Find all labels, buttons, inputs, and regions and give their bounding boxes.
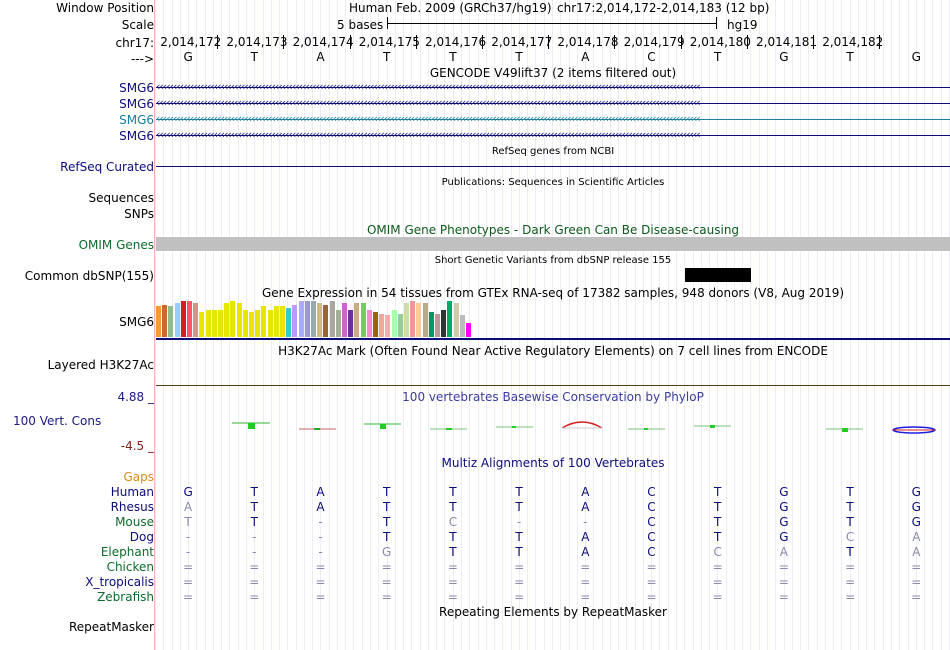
alignment-base: T — [383, 500, 391, 514]
alignment-base: A — [779, 545, 788, 559]
alignment-base: T — [515, 485, 523, 499]
alignment-base: C — [845, 530, 855, 544]
alignment-base: - — [185, 545, 191, 559]
alignment-base: G — [779, 485, 789, 499]
alignment-base: = — [183, 590, 194, 604]
alignment-base: = — [845, 560, 856, 574]
gencode-transcript-label[interactable]: SMG6 — [119, 97, 154, 111]
alignment-base: T — [515, 530, 523, 544]
alignment-base: = — [381, 575, 392, 589]
alignment-base: = — [514, 575, 525, 589]
alignment-base: G — [911, 485, 921, 499]
gtex-tissue-bar[interactable] — [342, 303, 347, 337]
alignment-base: - — [318, 515, 323, 529]
alignment-base: = — [911, 575, 922, 589]
alignment-base: C — [647, 500, 656, 514]
h3k27ac-track-label[interactable]: Layered H3K27Ac — [47, 358, 154, 372]
gtex-tissue-bar[interactable] — [330, 301, 335, 337]
base-letter: T — [449, 50, 457, 64]
ruler-coordinate: 2,014,182 — [822, 35, 884, 49]
alignment-base: = — [381, 560, 392, 574]
alignment-base: T — [846, 500, 854, 514]
alignment-base: = — [381, 590, 392, 604]
gencode-transcript-label[interactable]: SMG6 — [119, 81, 154, 95]
alignment-base: A — [316, 500, 325, 514]
alignment-base: T — [714, 530, 722, 544]
alignment-base: G — [911, 500, 921, 514]
alignment-base: A — [316, 485, 325, 499]
gtex-track-title[interactable]: Gene Expression in 54 tissues from GTEx RNA-seq of 17382 samples, 948 donors (V8, Aug 2019) — [261, 286, 845, 300]
gtex-tissue-bar[interactable] — [336, 310, 341, 337]
gtex-tissue-bar[interactable] — [354, 303, 359, 337]
gtex-tissue-bar[interactable] — [224, 303, 229, 337]
base-letter: G — [779, 50, 789, 64]
gtex-tissue-bar[interactable] — [299, 301, 304, 337]
ruler-coordinate: 2,014,173 — [226, 35, 288, 49]
alignment-base: A — [581, 500, 590, 514]
multiz-species-label[interactable]: X_tropicalis — [85, 575, 154, 589]
alignment-base: T — [714, 500, 722, 514]
gtex-tissue-bar[interactable] — [230, 301, 235, 337]
snps-label[interactable]: SNPs — [124, 207, 154, 221]
alignment-base: = — [712, 560, 723, 574]
alignment-base: = — [447, 560, 458, 574]
base-letter: C — [647, 50, 656, 64]
alignment-base: = — [778, 590, 789, 604]
gtex-tissue-bar[interactable] — [441, 310, 446, 337]
multiz-species-label[interactable]: Dog — [129, 530, 154, 544]
alignment-base: = — [712, 590, 723, 604]
gtex-tissue-bar[interactable] — [392, 310, 397, 337]
gtex-tissue-bar[interactable] — [367, 310, 372, 337]
gtex-tissue-bar[interactable] — [206, 310, 211, 337]
base-letter: T — [250, 50, 258, 64]
gtex-tissue-bar[interactable] — [292, 305, 297, 337]
gtex-tissue-bar[interactable] — [429, 312, 434, 337]
alignment-base: = — [778, 575, 789, 589]
alignment-base: T — [383, 530, 391, 544]
multiz-species-label[interactable]: Zebrafish — [97, 590, 154, 604]
h3k27ac-baseline — [156, 385, 950, 386]
omim-gene-bar[interactable] — [156, 237, 950, 251]
alignment-base: T — [449, 530, 457, 544]
gtex-tissue-bar[interactable] — [398, 314, 403, 337]
alignment-base: T — [714, 515, 722, 529]
base-letter: G — [911, 50, 921, 64]
base-letter: T — [714, 50, 722, 64]
gencode-transcript-line[interactable]: ‹‹‹‹‹‹‹‹‹‹‹‹‹‹‹‹‹‹‹‹‹‹‹‹‹‹‹‹‹‹‹‹‹‹‹‹‹‹‹‹‹‹‹‹‹‹‹‹‹‹‹‹‹‹‹‹‹‹‹‹‹‹‹‹‹‹‹‹‹‹‹‹‹‹‹‹‹‹‹‹‹‹‹‹‹‹‹‹‹‹‹‹‹‹‹‹‹‹‹‹‹‹‹‹‹‹‹‹‹‹‹‹‹‹‹‹‹‹‹‹‹‹‹‹‹‹‹‹‹‹‹‹‹‹‹‹‹‹‹‹‹‹‹‹‹‹‹‹‹‹‹‹‹‹‹‹‹‹‹‹ — [156, 113, 950, 127]
alignment-base: = — [514, 560, 525, 574]
h3k27ac-track-title[interactable]: H3K27Ac Mark (Often Found Near Active Regulatory Elements) on 7 cell lines from ENCODE — [278, 344, 828, 358]
alignment-base: = — [514, 590, 525, 604]
alignment-base: C — [647, 530, 656, 544]
phylop-marks — [232, 422, 935, 433]
chrom-label: chr17: — [115, 36, 154, 50]
gtex-tissue-bar[interactable] — [361, 303, 366, 337]
phylop-signal[interactable] — [156, 414, 950, 438]
ruler-coordinate: 2,014,172 — [160, 35, 222, 49]
gtex-tissue-bar[interactable] — [280, 306, 285, 337]
alignment-base: = — [845, 575, 856, 589]
gtex-tissue-bar[interactable] — [466, 323, 471, 337]
gtex-track-label[interactable]: SMG6 — [119, 315, 154, 329]
alignment-base: T — [383, 515, 391, 529]
alignment-base: A — [912, 530, 921, 544]
alignment-base: C — [647, 545, 656, 559]
gtex-tissue-bar[interactable] — [199, 312, 204, 337]
gtex-tissue-bar[interactable] — [237, 303, 242, 337]
gtex-tissue-bar[interactable] — [435, 314, 440, 337]
alignment-base: T — [449, 485, 457, 499]
base-letter: T — [846, 50, 854, 64]
alignment-base: C — [647, 485, 656, 499]
alignment-base: = — [580, 575, 591, 589]
alignment-base: = — [315, 590, 326, 604]
alignment-base: = — [911, 560, 922, 574]
multiz-species-label[interactable]: Chicken — [106, 560, 154, 574]
multiz-gaps-label[interactable]: Gaps — [123, 470, 154, 484]
alignment-base: C — [448, 515, 458, 529]
gtex-tissue-bar[interactable] — [268, 310, 273, 337]
alignment-base: G — [382, 545, 392, 559]
alignment-base: = — [249, 575, 260, 589]
multiz-species-label[interactable]: Mouse — [115, 515, 154, 529]
gencode-transcript-line[interactable]: ‹‹‹‹‹‹‹‹‹‹‹‹‹‹‹‹‹‹‹‹‹‹‹‹‹‹‹‹‹‹‹‹‹‹‹‹‹‹‹‹‹‹‹‹‹‹‹‹‹‹‹‹‹‹‹‹‹‹‹‹‹‹‹‹‹‹‹‹‹‹‹‹‹‹‹‹‹‹‹‹‹‹‹‹‹‹‹‹‹‹‹‹‹‹‹‹‹‹‹‹‹‹‹‹‹‹‹‹‹‹‹‹‹‹‹‹‹‹‹‹‹‹‹‹‹‹‹‹‹‹‹‹‹‹‹‹‹‹‹‹‹‹‹‹‹‹‹‹‹‹‹‹‹‹‹‹‹‹‹‹ — [156, 129, 950, 143]
alignment-base: = — [580, 590, 591, 604]
gtex-tissue-bar[interactable] — [274, 306, 279, 337]
ruler-coordinate: 2,014,176 — [425, 35, 487, 49]
gtex-tissue-bar[interactable] — [162, 305, 167, 337]
alignment-base: = — [183, 575, 194, 589]
gtex-tissue-bar[interactable] — [410, 301, 415, 337]
alignment-base: C — [647, 515, 656, 529]
gtex-tissue-bar[interactable] — [156, 306, 161, 337]
alignment-base: T — [515, 545, 523, 559]
repeatmasker-track-title[interactable]: Repeating Elements by RepeatMasker — [439, 605, 667, 619]
window-position-label: Window Position — [56, 1, 154, 15]
alignment-base: G — [911, 515, 921, 529]
ruler-coordinate: 2,014,181 — [756, 35, 818, 49]
multiz-species-label[interactable]: Human — [110, 485, 154, 499]
alignment-base: = — [845, 590, 856, 604]
ruler-coordinate: 2,014,174 — [292, 35, 354, 49]
alignment-base: T — [449, 500, 457, 514]
alignment-base: = — [911, 590, 922, 604]
alignment-base: = — [712, 575, 723, 589]
strand-label[interactable]: ---> — [130, 52, 154, 66]
phylop-track-title[interactable]: 100 vertebrates Basewise Conservation by PhyloP — [402, 390, 704, 404]
alignment-base: - — [252, 545, 257, 559]
gtex-tissue-bar[interactable] — [447, 301, 452, 337]
base-letter: T — [515, 50, 523, 64]
gtex-tissue-bar[interactable] — [348, 310, 353, 337]
alignment-base: T — [250, 500, 258, 514]
alignment-base: - — [583, 515, 588, 529]
ruler-coordinate: 2,014,180 — [689, 35, 751, 49]
base-letter: T — [383, 50, 391, 64]
dbsnp-track-title[interactable]: Short Genetic Variants from dbSNP release 155 — [434, 255, 672, 266]
phylop-min-label: -4.5 _ — [120, 439, 154, 453]
gtex-tissue-bar[interactable] — [373, 312, 378, 337]
scale-db: hg19 — [727, 18, 758, 32]
gtex-tissue-bar[interactable] — [385, 315, 390, 337]
gtex-tissue-bar[interactable] — [193, 303, 198, 337]
alignment-base: = — [778, 560, 789, 574]
gencode-transcript-line[interactable]: ‹‹‹‹‹‹‹‹‹‹‹‹‹‹‹‹‹‹‹‹‹‹‹‹‹‹‹‹‹‹‹‹‹‹‹‹‹‹‹‹‹‹‹‹‹‹‹‹‹‹‹‹‹‹‹‹‹‹‹‹‹‹‹‹‹‹‹‹‹‹‹‹‹‹‹‹‹‹‹‹‹‹‹‹‹‹‹‹‹‹‹‹‹‹‹‹‹‹‹‹‹‹‹‹‹‹‹‹‹‹‹‹‹‹‹‹‹‹‹‹‹‹‹‹‹‹‹‹‹‹‹‹‹‹‹‹‹‹‹‹‹‹‹‹‹‹‹‹‹‹‹‹‹‹‹‹‹‹‹‹ — [156, 97, 950, 111]
alignment-base: T — [449, 545, 457, 559]
multiz-species-label[interactable]: Elephant — [100, 545, 154, 559]
alignment-base: = — [249, 560, 260, 574]
alignment-base: T — [250, 485, 258, 499]
alignment-base: G — [183, 485, 193, 499]
publications-track-title[interactable]: Publications: Sequences in Scientific Articles — [441, 177, 665, 188]
gtex-tissue-bar[interactable] — [243, 310, 248, 337]
alignment-base: - — [185, 530, 191, 544]
alignment-base: = — [646, 560, 657, 574]
scale-text: 5 bases — [337, 18, 384, 32]
alignment-base: T — [515, 500, 523, 514]
scale-bar — [387, 17, 717, 29]
gtex-tissue-bar[interactable] — [255, 310, 260, 337]
alignment-base: = — [315, 575, 326, 589]
dbsnp-track-label[interactable]: Common dbSNP(155) — [24, 269, 154, 283]
gtex-tissue-bar[interactable] — [286, 308, 291, 337]
alignment-base: A — [183, 500, 193, 514]
alignment-base: T — [250, 515, 258, 529]
repeatmasker-track-label[interactable]: RepeatMasker — [68, 620, 154, 634]
alignment-base: - — [252, 530, 257, 544]
position-range: chr17:2,014,172-2,014,183 (12 bp) — [557, 1, 770, 15]
alignment-base: A — [581, 545, 590, 559]
dbsnp-variant-block[interactable] — [685, 268, 751, 282]
alignment-base: T — [846, 485, 854, 499]
phylop-track-label[interactable]: 100 Vert. Cons — [13, 414, 102, 428]
gtex-tissue-bar[interactable] — [404, 303, 409, 337]
omim-track-label[interactable]: OMIM Genes — [78, 238, 154, 252]
ruler-coordinate: 2,014,177 — [491, 35, 553, 49]
gencode-transcript-label[interactable]: SMG6 — [119, 129, 154, 143]
gtex-tissue-bar[interactable] — [305, 301, 310, 337]
alignment-base: T — [846, 545, 854, 559]
omim-track-title[interactable]: OMIM Gene Phenotypes - Dark Green Can Be Disease-causing — [366, 223, 740, 237]
gtex-tissue-bar[interactable] — [175, 303, 180, 337]
gtex-gene-line — [156, 338, 950, 340]
sequences-label[interactable]: Sequences — [88, 191, 154, 205]
refseq-track-label[interactable]: RefSeq Curated — [60, 160, 154, 174]
alignment-base: = — [646, 575, 657, 589]
alignment-base: = — [646, 590, 657, 604]
gtex-tissue-bar[interactable] — [261, 306, 266, 337]
gtex-tissue-bar[interactable] — [187, 301, 192, 337]
alignment-base: = — [249, 590, 260, 604]
alignment-base: - — [318, 545, 323, 559]
multiz-species-label[interactable]: Rhesus — [110, 500, 154, 514]
gtex-tissue-bar[interactable] — [181, 301, 186, 337]
phylop-max-label: 4.88 _ — [117, 390, 154, 404]
gtex-tissue-bar[interactable] — [311, 301, 316, 337]
alignment-base: A — [581, 485, 590, 499]
assembly-title: Human Feb. 2009 (GRCh37/hg19) — [349, 1, 552, 15]
ruler-coordinate: 2,014,175 — [358, 35, 420, 49]
alignment-base: T — [714, 485, 722, 499]
alignment-base: G — [779, 515, 789, 529]
alignment-base: - — [516, 515, 522, 529]
gtex-tissue-bar[interactable] — [454, 303, 459, 337]
multiz-track-title[interactable]: Multiz Alignments of 100 Vertebrates — [441, 456, 665, 470]
gtex-tissue-bar[interactable] — [423, 303, 428, 337]
alignment-base: T — [184, 515, 192, 529]
gtex-tissue-bar[interactable] — [168, 306, 173, 337]
alignment-base: G — [779, 500, 789, 514]
gtex-tissue-bar[interactable] — [416, 303, 421, 337]
alignment-base: T — [846, 515, 854, 529]
alignment-base: T — [383, 485, 391, 499]
ruler-coordinate: 2,014,178 — [557, 35, 619, 49]
alignment-base: = — [183, 560, 194, 574]
alignment-base: A — [912, 545, 921, 559]
gencode-track-title[interactable]: GENCODE V49lift37 (2 items filtered out) — [429, 66, 677, 80]
gtex-tissue-bar[interactable] — [317, 303, 322, 337]
refseq-track-title[interactable]: RefSeq genes from NCBI — [491, 146, 615, 157]
gtex-tissue-bar[interactable] — [379, 314, 384, 337]
base-letter: A — [316, 50, 325, 64]
alignment-base: - — [318, 530, 323, 544]
alignment-base: = — [315, 560, 326, 574]
ruler-coordinate: 2,014,179 — [623, 35, 685, 49]
gencode-transcript-label[interactable]: SMG6 — [119, 113, 154, 127]
alignment-base: C — [713, 545, 722, 559]
gtex-tissue-bar[interactable] — [460, 315, 465, 337]
scale-label: Scale — [121, 18, 154, 32]
refseq-gene-line[interactable] — [156, 166, 950, 167]
alignment-base: = — [447, 590, 458, 604]
alignment-base: = — [447, 575, 458, 589]
alignment-base: A — [581, 530, 590, 544]
gencode-transcript-line[interactable]: ‹‹‹‹‹‹‹‹‹‹‹‹‹‹‹‹‹‹‹‹‹‹‹‹‹‹‹‹‹‹‹‹‹‹‹‹‹‹‹‹‹‹‹‹‹‹‹‹‹‹‹‹‹‹‹‹‹‹‹‹‹‹‹‹‹‹‹‹‹‹‹‹‹‹‹‹‹‹‹‹‹‹‹‹‹‹‹‹‹‹‹‹‹‹‹‹‹‹‹‹‹‹‹‹‹‹‹‹‹‹‹‹‹‹‹‹‹‹‹‹‹‹‹‹‹‹‹‹‹‹‹‹‹‹‹‹‹‹‹‹‹‹‹‹‹‹‹‹‹‹‹‹‹‹‹‹‹‹‹‹ — [156, 81, 950, 95]
alignment-base: G — [779, 530, 789, 544]
gtex-tissue-bar[interactable] — [218, 310, 223, 337]
gtex-tissue-bar[interactable] — [323, 305, 328, 337]
alignment-base: = — [580, 560, 591, 574]
base-letter: A — [581, 50, 590, 64]
gtex-tissue-bar[interactable] — [249, 312, 254, 337]
gtex-tissue-bar[interactable] — [212, 310, 217, 337]
base-letter: G — [183, 50, 193, 64]
